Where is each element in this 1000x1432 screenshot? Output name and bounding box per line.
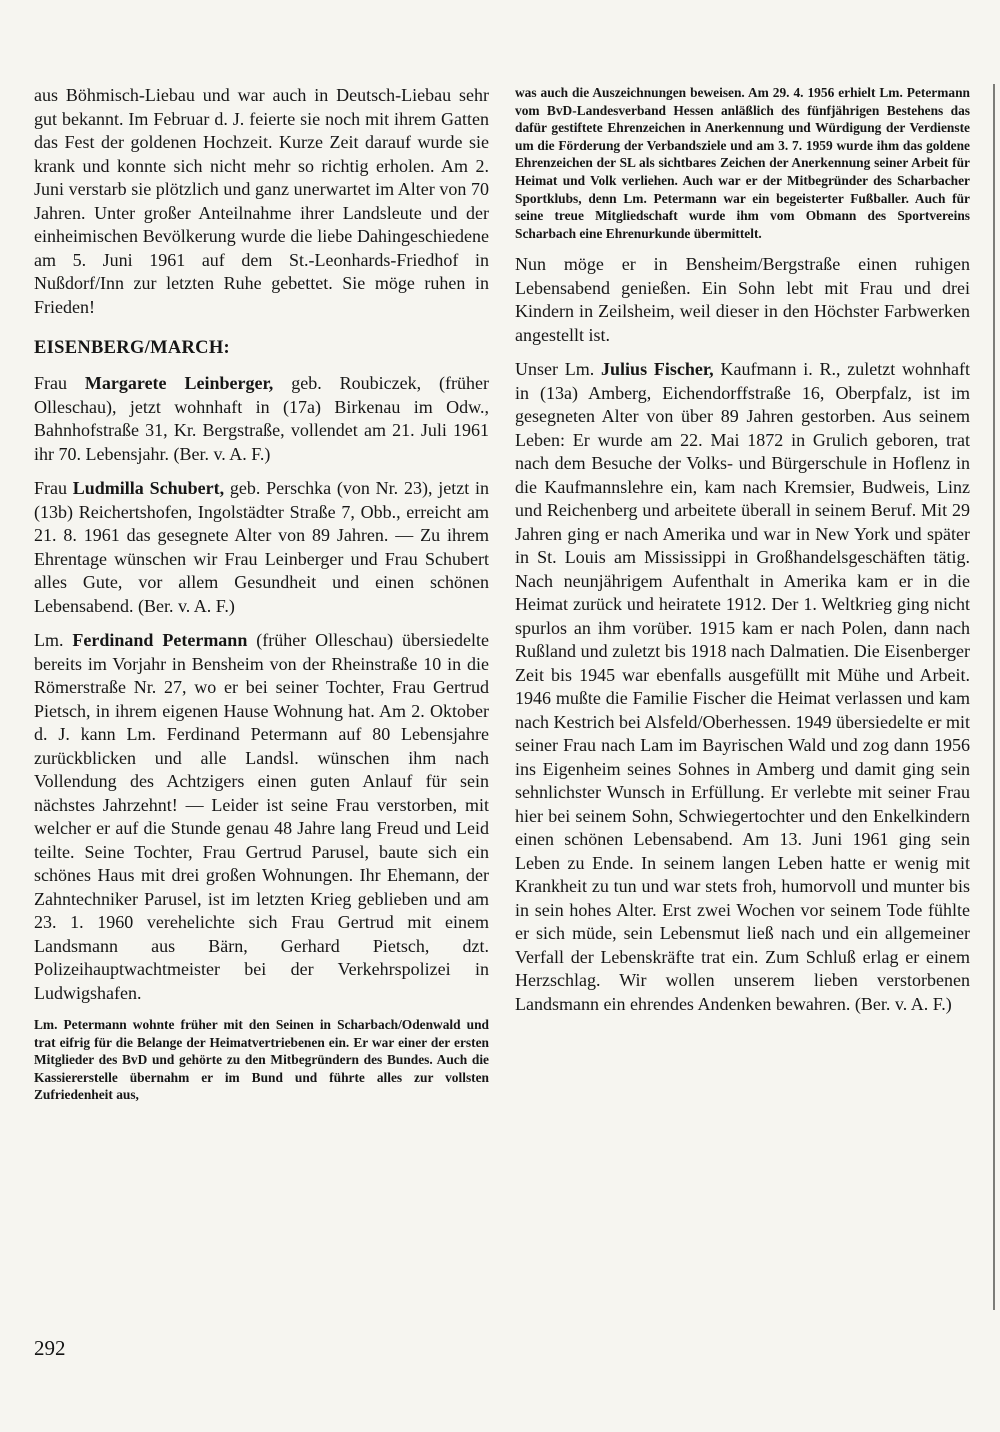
text: Lm.	[34, 630, 73, 650]
section-heading-eisenberg-march	[34, 337, 489, 360]
continued-obituary-paragraph	[34, 84, 489, 319]
two-column-text-layout	[34, 84, 970, 1115]
text: Frau	[34, 373, 85, 393]
petermann-honors-small-text	[515, 84, 970, 242]
bold-text: Margarete Leinberger,	[84, 373, 274, 393]
petermann-anniversary-paragraph	[34, 629, 489, 1005]
text: Lm. Petermann wohnte früher mit den Seinen in Scharbach/Odenwald und trat eifrig für die Belange der Heimatvertriebenen ein. Er war einer der ersten Mitglieder des BvD und gehörte zu den Mitbegründern des Bundes. Auch die Kassiererstelle übernahm er im Bund und führte alles zur vollsten Zufriedenheit aus,	[34, 1017, 489, 1103]
text: Unser Lm.	[515, 359, 602, 380]
right-column	[515, 84, 970, 1115]
text: aus Böhmisch-Liebau und war auch in Deutsch-Liebau sehr gut bekannt. Im Februar d. J. feierte sie noch mit ihrem Gatten das Fest der goldenen Hochzeit. Kurze Zeit darauf wurde sie krank und konnte sich nicht mehr so richtig erholen. Am 2. Juni verstarb sie plötzlich und ganz unerwartet im Alter von 70 Jahren. Unter großer Anteilnahme ihrer Landsleute und der einheimischen Bevölkerung wurde die liebe Dahingeschiedene am 5. Juni 1961 auf dem St.-Leonhards-Friedhof in Nußdorf/Inn zur letzten Ruhe gebettet. Sie möge ruhen in Frieden!	[34, 85, 489, 317]
text: geb. Perschka (von Nr. 23), jetzt in (13b) Reichertshofen, Ingolstädter Straße 7, Obb., erreicht am 21. 8. 1961 das gesegnete Alter von 89 Jahren. — Zu ihrem Ehrentage wünschen wir Frau Leinberger und Frau Schubert alles Gute, vor allem Gesundheit und einen schönen Lebensabend. (Ber. v. A. F.)	[34, 478, 489, 616]
bold-text: Ludmilla Schubert,	[72, 478, 225, 498]
schubert-birthday-paragraph	[34, 477, 489, 618]
text: (früher Olleschau) übersiedelte bereits im Vorjahr in Bensheim von der Rheinstraße 10 in die Römerstraße Nr. 27, wo er bei seiner Tochter, Frau Gertrud Pietsch, in ihrem eigenen Hause Wohnung hat. Am 2. Oktober d. J. kann Lm. Ferdinand Petermann auf 80 Lebensjahre zurückblicken und alle Landsl. wünschen ihm nach Vollendung des Achtzigers einen guten Anlauf für sein nächstes Jahrzehnt! — Leider ist seine Frau verstorben, mit welcher er auf die Stunde genau 48 Jahre lang Freud und Leid teilte. Seine Tochter, Frau Gertrud Parusel, baute sich ein schönes Haus mit drei großen Wohnungen. Ihr Ehemann, der Zahntechniker Parusel, ist im letzten Krieg geblieben und am 23. 1. 1960 verehelichte sich Frau Gertrud mit einem Landsmann aus Bärn, Gerhard Pietsch, dzt. Polizeihauptwachtmeister bei der Verkehrspolizei in Ludwigshafen.	[34, 630, 489, 1003]
left-column	[34, 84, 489, 1115]
text: Frau	[34, 478, 73, 498]
text: Kaufmann i. R., zuletzt wohnhaft in (13a) Amberg, Eichendorffstraße 16, Oberpfalz, ist im gesegneten Alter von über 89 Jahren gestorben. Aus seinem Leben: Er wurde am 22. Mai 1872 in Grulich geboren, trat nach dem Besuche der Volks- und Bürgerschule in Hoflenz in die Kaufmannslehre ein, kam nach Kremsier, Budweis, Linz und Reichenberg und arbeitete überall in seinem Beruf. Mit 29 Jahren ging er nach Amerika und war in New York und später in St. Louis am Mississippi in Großhandelsgeschäften tätig. Nach neunjährigem Aufenthalt in Amerika kam er in die Heimat zurück und heiratete 1912. Der 1. Weltkrieg ging nicht spurlos an ihm vorüber. 1915 kam er nach Polen, dann nach Rußland und zuletzt bis 1918 nach Dalmatien. Die Eisenberger Zeit bis 1945 war ebenfalls ausgefüllt mit Mühe und Arbeit. 1946 mußte die Familie Fischer die Heimat verlassen und kam nach Kestrich bei Alsfeld/Oberhessen. 1949 übersiedelte er mit seiner Frau nach Lam im Bayrischen Wald und zog dann 1956 ins Eigenheim seines Sohnes in Amberg und damit ging sein sehnlichster Wunsch in Erfüllung. Er verlebte mit seiner Frau hier bei seinem Sohn, Schwiegertochter und den Enkelkindern einen schönen Lebensabend. Am 13. Juni 1961 ging sein Leben zu Ende. In seinem langen Leben hatte er wenig mit Krankheit zu tun und war stets froh, humorvoll und munter bis in sein hohes Alter. Erst zwei Wochen vor seinem Tode fühlte er sich müde, sein Lebensmut ließ nach und ein allgemeiner Verfall der Lebenskräfte trat ein. Zum Schluß erlag er einem Herzschlag. Wir wollen unserem lieben verstorbenen Landsmann ein ehrendes Andenken bewahren. (Ber. v. A. F.)	[515, 359, 971, 1014]
text: Nun möge er in Bensheim/Bergstraße einen ruhigen Lebensabend genießen. Ein Sohn lebt mit Frau und drei Kindern in Zeilsheim, weil dieser in den Höchster Farbwerken angestellt ist.	[515, 254, 970, 345]
text: was auch die Auszeichnungen beweisen. Am 29. 4. 1956 erhielt Lm. Petermann vom BvD-Landesverband Hessen anläßlich des fünfjährigen Bestehens das dafür gestiftete Ehrenzeichen in Anerkennung und Würdigung der Verdienste um die Förderung der Verbandsziele und am 3. 7. 1959 wurde ihm das goldene Ehrenzeichen der SL als sichtbares Zeichen der Anerkennung seiner Arbeit für Heimat und Volk verliehen. Auch war er der Mitbegründer des Scharbacher Sportklubs, denn Lm. Petermann war ein begeisterter Fußballer. Auch für seine treue Mitgliedschaft wurde ihm vom Obmann des Sportvereins Scharbach eine Ehrenurkunde übermittelt.	[515, 85, 970, 241]
bold-text: Julius Fischer,	[601, 359, 714, 380]
text: EISENBERG/MARCH:	[34, 338, 230, 358]
fischer-obituary-paragraph	[515, 358, 970, 1016]
scan-edge-artifact	[993, 84, 995, 1310]
petermann-biography-small-text	[34, 1016, 489, 1104]
petermann-retirement-paragraph	[515, 253, 970, 347]
leinberger-birthday-paragraph	[34, 372, 489, 466]
text: geb. Roubiczek, (früher Olleschau), jetzt wohnhaft in (17a) Birkenau im Odw., Bahnhofstraße 31, Kr. Bergstraße, vollendet am 21. Juli 1961 ihr 70. Lebensjahr. (Ber. v. A. F.)	[34, 373, 490, 464]
bold-text: Ferdinand Petermann	[72, 630, 248, 650]
page-number: 292	[34, 1336, 66, 1360]
